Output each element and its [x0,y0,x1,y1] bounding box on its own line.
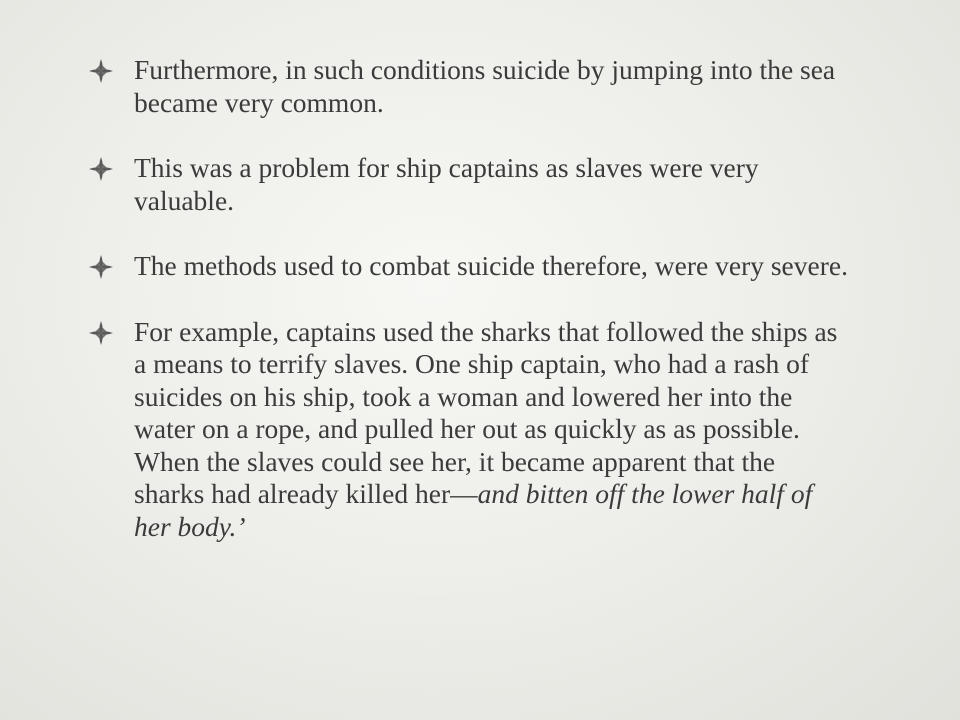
bullet-item [88,54,848,119]
four-petal-diamond-icon [88,156,114,182]
four-petal-diamond-icon [88,58,114,84]
bullet-text: For example, captains used the sharks that followed the ships as a means to terrify slaves. One ship captain, who had a rash of suicides on his ship, took a woman and lowered her into the water on a rope, and pulled her out as quickly as as possible. When the slaves could see her, it became apparent that the sharks had already killed her— [134,315,838,509]
bullet-item [88,250,848,283]
four-petal-diamond-icon [88,320,114,346]
bullet-text: Furthermore, in such conditions suicide by jumping into the sea became very common. [134,54,836,118]
bullet-emphasis-text: and bitten off the lower half of her body.’ [134,478,813,542]
bullet-text: The methods used to combat suicide therefore, were very severe. [134,250,848,281]
four-petal-diamond-icon [88,254,114,280]
bullet-item [88,152,848,217]
bullet-list [88,54,848,576]
bullet-item [88,316,848,544]
bullet-text: This was a problem for ship captains as slaves were very valuable. [134,152,759,216]
